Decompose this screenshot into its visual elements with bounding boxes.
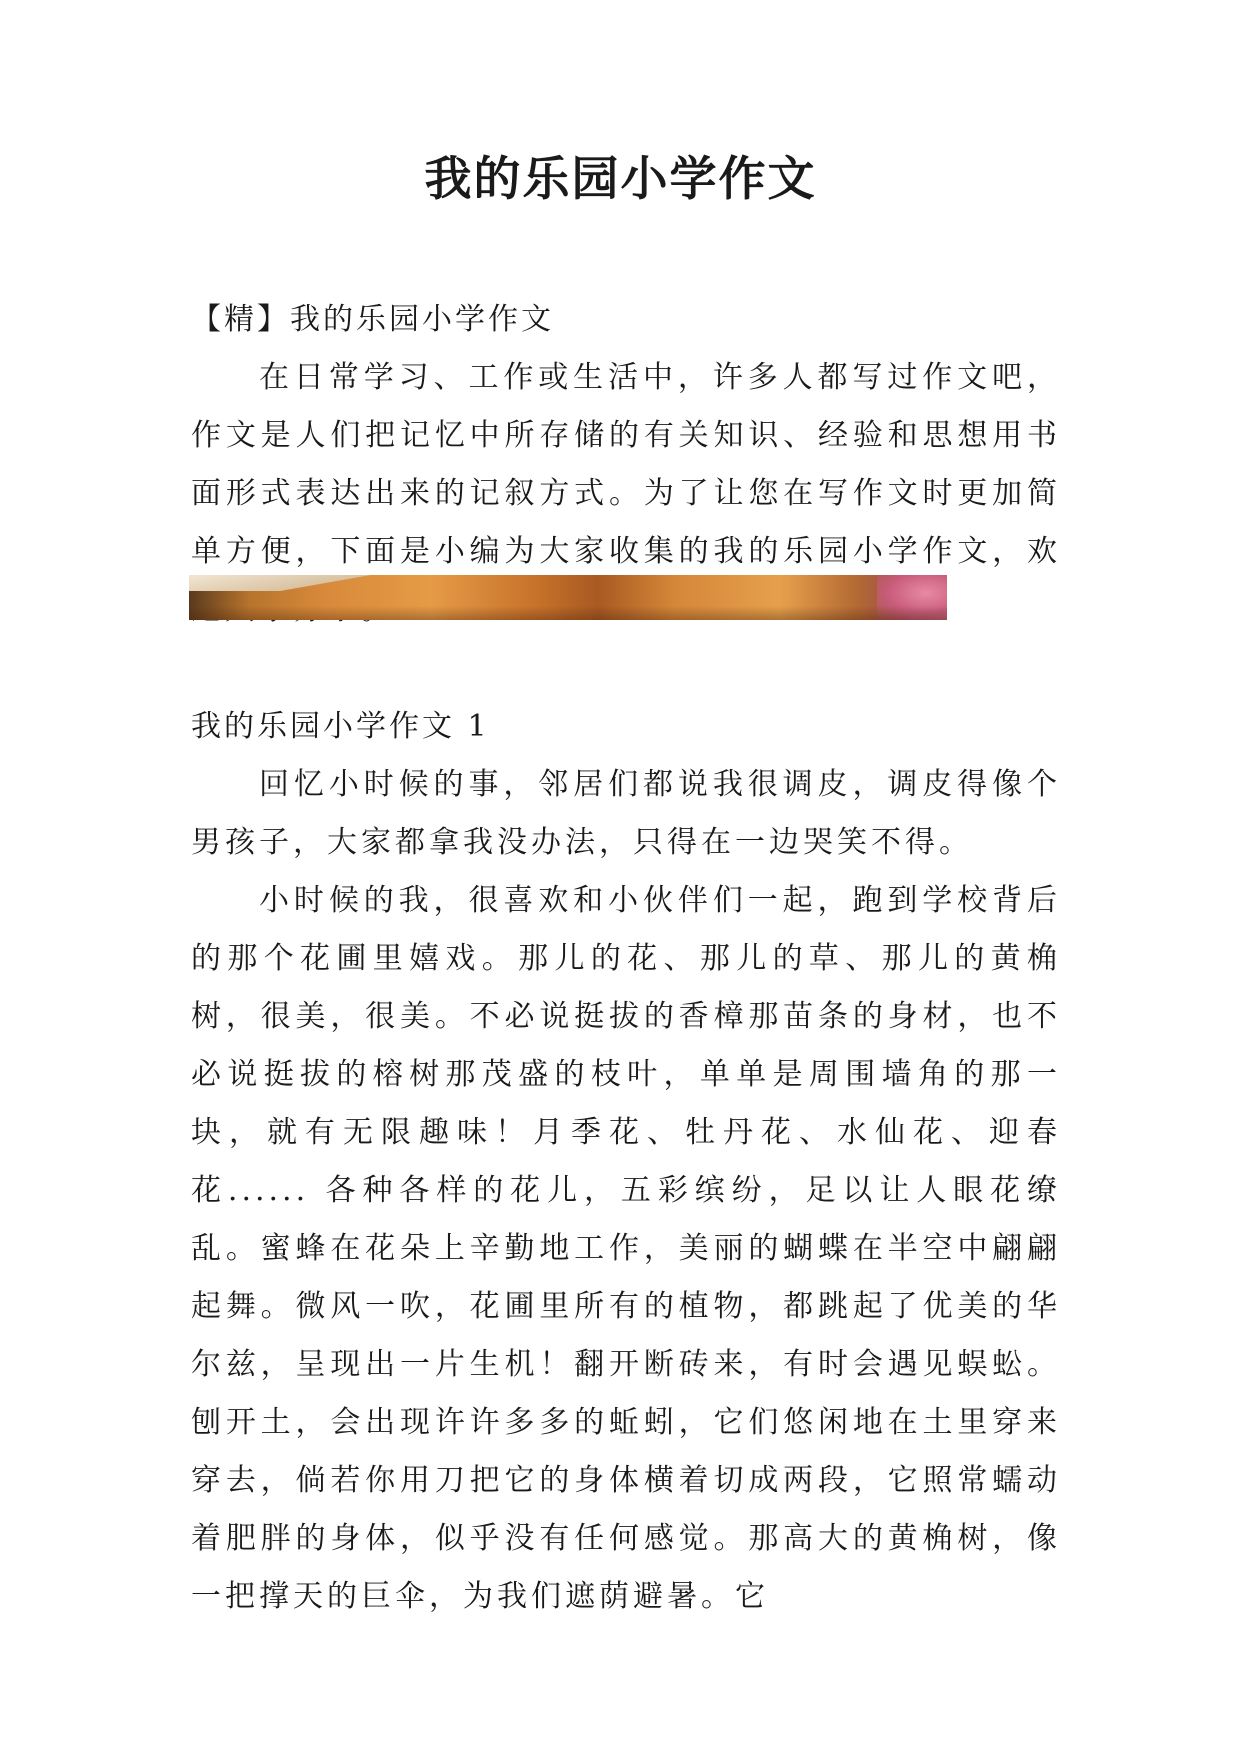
section-title: 我的乐园小学作文 1 [191, 709, 490, 744]
banner-shadow [189, 606, 947, 620]
document-subtitle: 【精】我的乐园小学作文 [191, 302, 554, 337]
body-paragraph-1: 回忆小时候的事，邻居们都说我很调皮，调皮得像个男孩子，大家都拿我没办法，只得在一边哭笑不得。 [191, 767, 1061, 860]
intro-paragraph: 在日常学习、工作或生活中，许多人都写过作文吧，作文是人们把记忆中所存储的有关知识、经验和思想用书面形式表达出来的记叙方式。为了让您在写作文时更加简单方便，下面是小编为大家收集的我的乐园小学作文，欢 [191, 360, 1061, 569]
body-paragraph-2: 小时候的我，很喜欢和小伙伴们一起，跑到学校背后的那个花圃里嬉戏。那儿的花、那儿的草、那儿的黄桷树，很美，很美。不必说挺拔的香樟那苗条的身材，也不必说挺拔的榕树那茂盛的枝叶，单单是周围墙角的那一块，就有无限趣味！月季花、牡丹花、水仙花、迎春花...... 各种各样的花儿，五彩缤纷，足以让人眼花缭乱。蜜蜂在花朵上辛勤地工作，美丽的蝴蝶在半空中翩翩起舞。微风一吹，花圃里所有的植物，都跳起了优美的华尔兹，呈现出一片生机！翻开断砖来，有时会遇见蜈蚣。刨开土，会出现许许多多的蚯蚓，它们悠闲地在土里穿来穿去，倘若你用刀把它的身体横着切成两段，它照常蠕动着肥胖的身体，似乎没有任何感觉。那高大的黄桷树，像一把撑天的巨伞，为我们遮荫避暑。它 [191, 883, 1061, 1614]
decorative-banner-image [189, 575, 947, 620]
document-title: 我的乐园小学作文 [424, 152, 817, 207]
banner-paper-shape [189, 575, 399, 591]
